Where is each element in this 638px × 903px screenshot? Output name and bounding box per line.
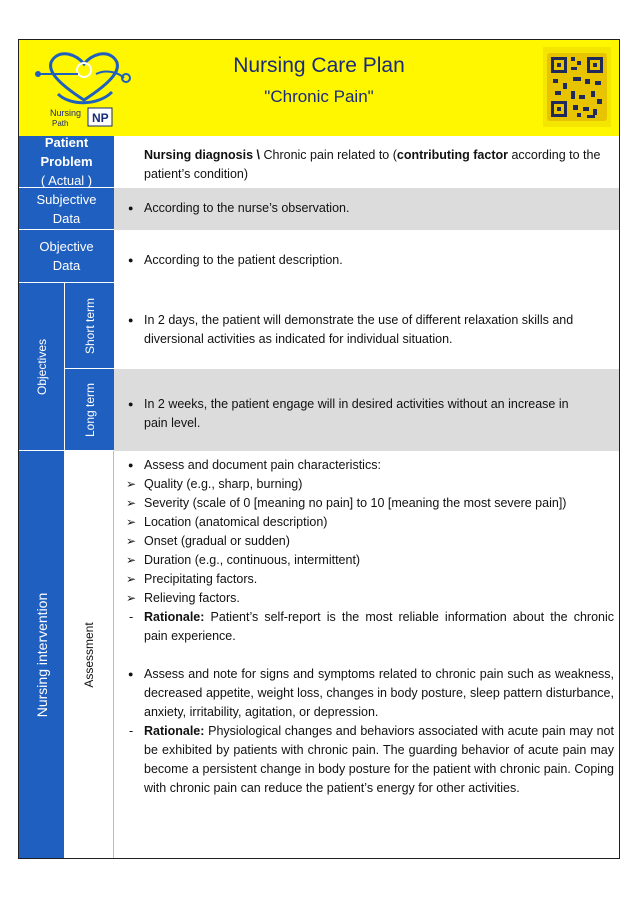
- rationale-2: - Rationale: Physiological changes and behaviors associated with acute pain may not be exhibited by patients with chronic pain. The guarding behavior of acute pain may become a persistent change in body posture for the patient with chronic pain. Coping with chronic pain can reduce the patient’s energy for other activities.: [114, 722, 614, 798]
- short-term-label: Short term: [65, 283, 114, 369]
- subjective-data-label: Subjective Data: [19, 188, 114, 230]
- nursing-intervention-label: Nursing intervention: [19, 451, 65, 858]
- precipitating-factors-item: ➢ Precipitating factors.: [114, 570, 614, 589]
- diagnosis-label: Nursing diagnosis \: [144, 148, 260, 162]
- subjective-text: ● According to the nurse’s observation.: [114, 199, 619, 218]
- objective-text: ● According to the patient description.: [114, 251, 619, 270]
- page-title: Nursing Care Plan: [233, 54, 405, 77]
- header: [19, 40, 619, 136]
- assessment-cell: [114, 451, 619, 858]
- short-term-cell: [114, 283, 619, 369]
- objective-data-label: Objective Data: [19, 230, 114, 283]
- care-plan-sheet: [18, 39, 620, 859]
- nursing-diagnosis-cell: Nursing diagnosis \ Chronic pain related to (contributing factor according to the patient’s condition): [114, 136, 619, 188]
- assess-signs-item: ● Assess and note for signs and symptoms related to chronic pain such as weakness, decreased appetite, weight loss, changes in body posture, sleep pattern disturbance, anxiety, irritability, agitation, or depression.: [114, 665, 614, 722]
- logo-text-np: NP: [92, 111, 109, 125]
- assess-pain-item: ● Assess and document pain characteristics:: [114, 456, 614, 475]
- logo-text-path: Path: [52, 119, 69, 128]
- subjective-data-cell: [114, 188, 619, 230]
- long-term-cell: [114, 369, 619, 451]
- long-term-text: ● In 2 weeks, the patient engage will in desired activities without an increase in pain level.: [114, 395, 589, 433]
- rationale-1: - Rationale: Patient’s self-report is the most reliable information about the chronic pain experience.: [114, 608, 614, 646]
- patient-problem-label: Patient Problem ( Actual ): [19, 136, 114, 188]
- objectives-label: Objectives: [19, 283, 65, 451]
- assessment-label: Assessment: [65, 451, 114, 858]
- pain-severity-item: ➢ Severity (scale of 0 [meaning no pain] to 10 [meaning the most severe pain]): [114, 494, 614, 513]
- logo-text-nursing: Nursing: [50, 108, 82, 118]
- relieving-factors-item: ➢ Relieving factors.: [114, 589, 614, 608]
- qr-code-icon: [543, 47, 611, 127]
- page-subtitle: "Chronic Pain": [264, 87, 374, 106]
- pain-quality-item: ➢ Quality (e.g., sharp, burning): [114, 475, 614, 494]
- short-term-text: ● In 2 days, the patient will demonstrate the use of different relaxation skills and diversional activities as indicated for individual situation.: [114, 311, 613, 349]
- pain-duration-item: ➢ Duration (e.g., continuous, intermittent): [114, 551, 614, 570]
- long-term-label: Long term: [65, 369, 114, 451]
- pain-location-item: ➢ Location (anatomical description): [114, 513, 614, 532]
- objective-data-cell: [114, 230, 619, 283]
- pain-onset-item: ➢ Onset (gradual or sudden): [114, 532, 614, 551]
- nursing-path-logo: [28, 48, 140, 130]
